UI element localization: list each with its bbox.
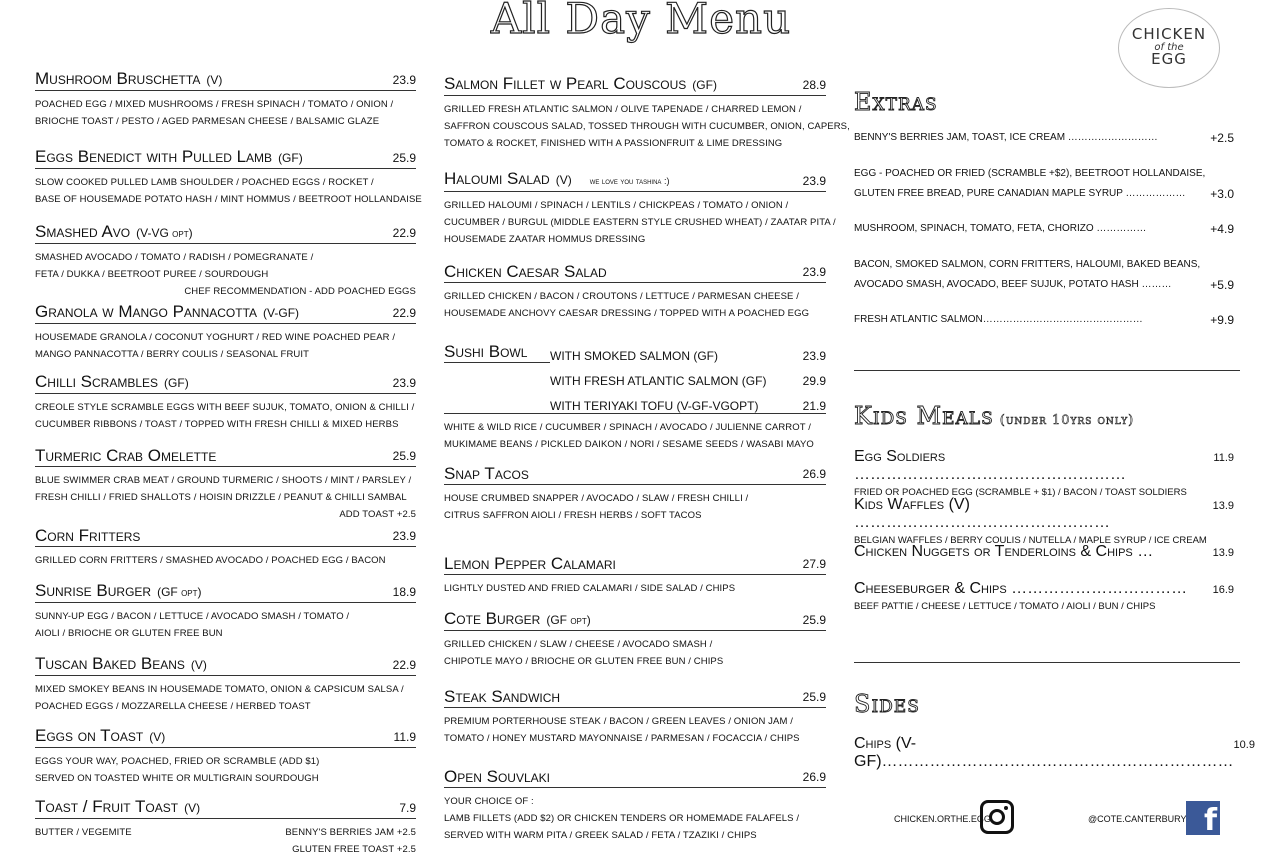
item-description xyxy=(444,490,826,524)
dietary-tag: (V-GF) xyxy=(263,306,300,320)
item-name-text: Corn Fritters xyxy=(35,526,141,545)
item-title xyxy=(444,688,826,708)
addon-price: BENNY'S BERRIES JAM +2.5 xyxy=(285,827,416,838)
description-line: SERVED WITH WARM PITA / GREEK SALAD / FETA / TZAZIKI / CHIPS xyxy=(444,830,757,841)
item-name xyxy=(444,75,717,94)
item-name xyxy=(35,148,303,167)
item-title xyxy=(35,727,416,748)
item-price: 22.9 xyxy=(392,658,416,672)
item-description xyxy=(35,472,416,523)
item-price: 11.9 xyxy=(393,730,416,744)
item-name xyxy=(444,610,591,629)
extra-text: MUSHROOM, SPINACH, TOMATO, FETA, CHORIZO …………… xyxy=(854,223,1147,234)
item-name-text: Steak Sandwich xyxy=(444,687,561,706)
extras-heading: Extras xyxy=(854,88,938,116)
item-addon-note: ADD TOAST +2.5 xyxy=(339,509,416,520)
kids-item-title xyxy=(854,448,1234,484)
description-line: PREMIUM PORTERHOUSE STEAK / BACON / GREEN LEAVES / ONION JAM / xyxy=(444,716,793,727)
kids-item-name: Cheeseburger & Chips …………………………… xyxy=(854,580,1188,597)
item-name xyxy=(444,170,669,190)
item-description xyxy=(35,753,416,787)
description-line: TOMATO / HONEY MUSTARD MAYONNAISE / PARMESAN / FOCACCIA / CHIPS xyxy=(444,733,800,744)
dietary-tag: (V) xyxy=(555,173,572,187)
dietary-tag: (GF opt) xyxy=(157,585,202,599)
item-price: 22.9 xyxy=(392,226,416,240)
sushi-option-price: 23.9 xyxy=(802,349,826,363)
dietary-tag: (GF) xyxy=(278,151,303,165)
item-name-text: Haloumi Salad xyxy=(444,169,550,188)
item-title xyxy=(444,170,826,192)
item-price: 25.9 xyxy=(802,613,826,627)
item-price: 28.9 xyxy=(802,78,826,92)
description-line: SAFFRON COUSCOUS SALAD, TOSSED THROUGH WITH CUCUMBER, ONION, CAPERS, xyxy=(444,121,850,132)
extra-price: +9.9 xyxy=(1210,313,1234,327)
extra-line xyxy=(854,275,1234,295)
item-name xyxy=(444,465,529,483)
description-line: AIOLI / BRIOCHE OR GLUTEN FREE BUN xyxy=(35,628,223,639)
item-description xyxy=(444,793,826,844)
sushi-option xyxy=(444,338,826,363)
description-line: CUCUMBER / BURGUL (MIDDLE EASTERN STYLE CRUSHED WHEAT) / ZAATAR PITA / xyxy=(444,217,836,228)
kids-item xyxy=(854,543,1234,561)
item-description xyxy=(35,174,422,208)
instagram-handle: CHICKEN.ORTHE.EGG xyxy=(894,814,991,824)
item-title xyxy=(35,70,416,91)
extra-line: BACON, SMOKED SALMON, CORN FRITTERS, HALOUMI, BAKED BEANS, xyxy=(854,259,1201,270)
menu-item xyxy=(35,373,416,433)
item-name-text: Tuscan Baked Beans xyxy=(35,654,185,673)
sides-item: Chips (V-GF)………………………………………………………… 10.9 xyxy=(854,735,1255,770)
sushi-option xyxy=(444,363,826,388)
menu-item xyxy=(444,688,826,747)
description-line: CREOLE STYLE SCRAMBLE EGGS WITH BEEF SUJUK, TOMATO, ONION & CHILLI / xyxy=(35,402,415,413)
extra-text: AVOCADO SMASH, AVOCADO, BEEF SUJUK, POTATO HASH ……… xyxy=(854,279,1172,290)
extra-price: +4.9 xyxy=(1210,222,1234,236)
item-title xyxy=(444,263,826,283)
item-title xyxy=(444,75,826,96)
item-name xyxy=(444,688,560,706)
item-name-text: Cote Burger xyxy=(444,609,541,628)
item-price: 22.9 xyxy=(392,306,416,320)
item-price: 26.9 xyxy=(802,467,826,481)
item-title xyxy=(35,447,416,467)
dietary-tag: (V-VG opt) xyxy=(136,226,193,240)
description-line: GRILLED CHICKEN / SLAW / CHEESE / AVOCADO SMASH / xyxy=(444,639,713,650)
extra-price: +5.9 xyxy=(1210,278,1234,292)
description-line: MIXED SMOKEY BEANS IN HOUSEMADE TOMATO, ONION & CAPSICUM SALSA / xyxy=(35,684,404,695)
extra-text: GLUTEN FREE BREAD, PURE CANADIAN MAPLE SYRUP ……………… xyxy=(854,188,1186,199)
item-name xyxy=(444,555,616,573)
kids-item xyxy=(854,448,1234,498)
item-name xyxy=(35,582,202,601)
menu-item xyxy=(35,798,416,858)
description-line: MUKIMAME BEANS / PICKLED DAIKON / NORI / SESAME SEEDS / WASABI MAYO xyxy=(444,439,814,450)
divider xyxy=(854,662,1240,663)
description-line: SLOW COOKED PULLED LAMB SHOULDER / POACHED EGGS / ROCKET / xyxy=(35,177,374,188)
item-price: 23.9 xyxy=(392,376,416,390)
item-price: 26.9 xyxy=(802,770,826,784)
menu-item xyxy=(35,655,416,715)
menu-item-sushi-bowl xyxy=(444,338,826,453)
kids-item-description: BELGIAN WAFFLES / BERRY COULIS / NUTELLA / MAPLE SYRUP / ICE CREAM xyxy=(854,535,1207,546)
dietary-tag: (V) xyxy=(206,73,223,87)
item-description xyxy=(35,96,416,130)
kids-item-description: FRIED OR POACHED EGG (SCRAMBLE + $1) / BACON / TOAST SOLDIERS xyxy=(854,487,1187,498)
description-line: EGGS YOUR WAY, POACHED, FRIED OR SCRAMBLE (ADD $1) xyxy=(35,756,320,767)
kids-item-description: BEEF PATTIE / CHEESE / LETTUCE / TOMATO / AIOLI / BUN / CHIPS xyxy=(854,601,1156,612)
item-name-text: Salmon Fillet w Pearl Couscous xyxy=(444,74,687,93)
item-name-text: Chilli Scrambles xyxy=(35,372,159,391)
description-line: LAMB FILLETS (ADD $2) OR CHICKEN TENDERS OR HOMEMADE FALAFELS / xyxy=(444,813,800,824)
kids-item xyxy=(854,496,1234,546)
description-line xyxy=(35,824,416,841)
item-name-text: Snap Tacos xyxy=(444,464,529,483)
item-note: we love you tashina :) xyxy=(589,176,670,186)
menu-item xyxy=(444,610,826,670)
item-name xyxy=(35,527,140,545)
extra-item xyxy=(854,128,1234,148)
menu-item xyxy=(35,223,416,300)
dietary-tag: (V) xyxy=(149,730,166,744)
extra-line: EGG - POACHED OR FRIED (SCRAMBLE +$2), BEETROOT HOLLANDAISE, xyxy=(854,168,1206,179)
description-line: TOMATO & ROCKET, FINISHED WITH A PASSIONFRUIT & LIME DRESSING xyxy=(444,138,783,149)
item-name xyxy=(444,768,550,786)
kids-item-name: Egg Soldiers …………………………………………… xyxy=(854,448,1126,483)
dietary-tag: (GF) xyxy=(164,376,189,390)
item-name xyxy=(35,655,207,674)
item-name xyxy=(35,70,222,89)
item-name-text: Sunrise Burger xyxy=(35,581,152,600)
item-price: 25.9 xyxy=(802,690,826,704)
item-name-text: Sushi Bowl xyxy=(444,342,550,363)
item-price: 7.9 xyxy=(399,801,416,815)
extra-text: BENNY'S BERRIES JAM, TOAST, ICE CREAM ……………………… xyxy=(854,132,1158,143)
item-price: 23.9 xyxy=(392,73,416,87)
description-line: YOUR CHOICE OF : xyxy=(444,796,534,807)
item-title xyxy=(35,373,416,394)
description-line: BASE OF HOUSEMADE POTATO HASH / MINT HOMMUS / BEETROOT HOLLANDAISE xyxy=(35,194,422,205)
item-name xyxy=(35,798,200,817)
extra-item xyxy=(854,164,1234,204)
description-line: HOUSEMADE ANCHOVY CAESAR DRESSING / TOPPED WITH A POACHED EGG xyxy=(444,308,810,319)
item-price: 18.9 xyxy=(392,585,416,599)
description-line: SUNNY-UP EGG / BACON / LETTUCE / AVOCADO SMASH / TOMATO / xyxy=(35,611,350,622)
dietary-tag: (GF) xyxy=(692,78,717,92)
menu-item xyxy=(35,582,416,642)
extra-item xyxy=(854,255,1234,295)
item-title xyxy=(35,798,416,819)
extra-price: +3.0 xyxy=(1210,187,1234,201)
item-name-text: Toast / Fruit Toast xyxy=(35,797,179,816)
menu-item xyxy=(444,768,826,844)
item-name-text: Mushroom Bruschetta xyxy=(35,69,201,88)
description-line: FETA / DUKKA / BEETROOT PUREE / SOURDOUGH xyxy=(35,269,269,280)
description-line: HOUSE CRUMBED SNAPPER / AVOCADO / SLAW / FRESH CHILLI / xyxy=(444,493,749,504)
item-description xyxy=(444,580,826,597)
brand-logo: CHICKEN of the EGG xyxy=(1118,8,1220,88)
description-line: CITRUS SAFFRON AIOLI / FRESH HERBS / SOFT TACOS xyxy=(444,510,702,521)
extra-line xyxy=(854,128,1234,148)
kids-item xyxy=(854,580,1234,612)
kids-heading: Kids Meals (under 10yrs only) xyxy=(854,402,1135,430)
description-line: FRESH CHILLI / FRIED SHALLOTS / HOISIN DRIZZLE / PEANUT & CHILLI SAMBAL xyxy=(35,492,407,503)
item-title xyxy=(444,610,826,631)
description-line: GRILLED CHICKEN / BACON / CROUTONS / LETTUCE / PARMESAN CHEESE / xyxy=(444,291,799,302)
item-title xyxy=(444,465,826,485)
item-description xyxy=(444,713,826,747)
description-line: HOUSEMADE ZAATAR HOMMUS DRESSING xyxy=(444,234,646,245)
kids-item-price: 11.9 xyxy=(1213,452,1234,464)
item-description xyxy=(35,329,416,363)
item-price: 25.9 xyxy=(392,449,416,463)
item-addon-note: CHEF RECOMMENDATION - ADD POACHED EGGS xyxy=(184,286,416,297)
item-price: 23.9 xyxy=(802,265,826,279)
kids-item-name: Chicken Nuggets or Tenderloins & Chips … xyxy=(854,543,1154,560)
extra-text: FRESH ATLANTIC SALMON………………………………………… xyxy=(854,314,1143,325)
menu-item xyxy=(35,147,422,208)
sushi-option-price: 29.9 xyxy=(802,374,826,388)
menu-item xyxy=(444,169,836,248)
menu-item xyxy=(35,727,416,787)
description-line: CHIPOTLE MAYO / BRIOCHE OR GLUTEN FREE BUN / CHIPS xyxy=(444,656,724,667)
dietary-tag: (V) xyxy=(184,801,201,815)
extra-item xyxy=(854,219,1234,239)
item-name-text: Granola w Mango Pannacotta xyxy=(35,302,258,321)
kids-item-price: 13.9 xyxy=(1212,500,1234,512)
item-description xyxy=(35,249,416,300)
item-title xyxy=(35,303,416,324)
extra-line xyxy=(854,310,1234,330)
description-line: BLUE SWIMMER CRAB MEAT / GROUND TURMERIC / SHOOTS / MINT / PARSLEY / xyxy=(35,475,412,486)
item-description xyxy=(35,608,416,642)
item-title xyxy=(35,582,416,603)
item-name xyxy=(444,263,607,281)
item-name-text: Turmeric Crab Omelette xyxy=(35,446,217,465)
item-name-text: Eggs on Toast xyxy=(35,726,144,745)
item-title xyxy=(35,223,416,244)
description-line: LIGHTLY DUSTED AND FRIED CALAMARI / SIDE SALAD / CHIPS xyxy=(444,583,736,594)
description-line: GRILLED FRESH ATLANTIC SALMON / OLIVE TAPENADE / CHARRED LEMON / xyxy=(444,104,802,115)
item-name-text: Smashed Avo xyxy=(35,222,131,241)
dietary-tag: (GF opt) xyxy=(546,613,591,627)
facebook-icon[interactable]: f xyxy=(1186,801,1220,835)
extra-line xyxy=(854,219,1234,239)
description-line: CUCUMBER RIBBONS / TOAST / TOPPED WITH FRESH CHILLI & MIXED HERBS xyxy=(35,419,399,430)
divider xyxy=(854,370,1240,371)
description-line: BRIOCHE TOAST / PESTO / AGED PARMESAN CHEESE / BALSAMIC GLAZE xyxy=(35,116,380,127)
menu-item xyxy=(35,70,416,130)
description-line: POACHED EGGS / MOZZARELLA CHEESE / HERBED TOAST xyxy=(35,701,311,712)
dietary-tag: (V) xyxy=(190,658,207,672)
item-name xyxy=(35,373,189,392)
item-title xyxy=(35,655,416,676)
item-title xyxy=(35,148,416,169)
item-description xyxy=(35,824,416,858)
menu-item xyxy=(444,465,826,524)
menu-item xyxy=(444,74,850,152)
item-title xyxy=(35,527,416,547)
kids-item-name: Kids Waffles (V) ………………………………………… xyxy=(854,496,1110,531)
extra-item xyxy=(854,310,1234,330)
description-text: BUTTER / VEGEMITE xyxy=(35,827,132,838)
description-line: MANGO PANNACOTTA / BERRY COULIS / SEASONAL FRUIT xyxy=(35,349,310,360)
kids-item-price: 13.9 xyxy=(1212,547,1234,559)
item-description xyxy=(35,399,416,433)
item-price: 23.9 xyxy=(802,174,826,188)
item-name xyxy=(35,303,299,322)
sides-heading: Sides xyxy=(854,690,920,718)
sushi-option-price: 21.9 xyxy=(802,399,826,413)
item-description xyxy=(444,101,850,152)
sushi-option-label: WITH SMOKED SALMON (GF) xyxy=(550,349,718,363)
instagram-icon[interactable] xyxy=(980,800,1014,834)
kids-item-title xyxy=(854,496,1234,532)
item-title xyxy=(444,768,826,788)
kids-item-title xyxy=(854,580,1234,598)
description-line: SMASHED AVOCADO / TOMATO / RADISH / POMEGRANATE / xyxy=(35,252,314,263)
kids-item-title xyxy=(854,543,1234,561)
sushi-option-label: WITH FRESH ATLANTIC SALMON (GF) xyxy=(550,374,767,388)
item-description xyxy=(444,419,826,453)
description-line: GRILLED CORN FRITTERS / SMASHED AVOCADO / POACHED EGG / BACON xyxy=(35,555,386,566)
item-description xyxy=(444,288,826,322)
item-name-text: Lemon Pepper Calamari xyxy=(444,554,616,573)
addon-price: GLUTEN FREE TOAST +2.5 xyxy=(292,844,416,855)
extra-line xyxy=(854,184,1234,204)
item-description xyxy=(35,681,416,715)
item-name xyxy=(35,727,165,746)
facebook-handle: @COTE.CANTERBURY xyxy=(1088,814,1187,824)
item-name-text: Open Souvlaki xyxy=(444,767,550,786)
item-description xyxy=(35,552,416,569)
description-line: HOUSEMADE GRANOLA / COCONUT YOGHURT / RED WINE POACHED PEAR / xyxy=(35,332,396,343)
item-name xyxy=(35,223,193,242)
description-line: POACHED EGG / MIXED MUSHROOMS / FRESH SPINACH / TOMATO / ONION / xyxy=(35,99,394,110)
description-line: WHITE & WILD RICE / CUCUMBER / SPINACH / AVOCADO / JULIENNE CARROT / xyxy=(444,422,811,433)
sushi-option xyxy=(444,388,826,414)
item-title xyxy=(444,555,826,575)
item-price: 27.9 xyxy=(802,557,826,571)
menu-item xyxy=(444,555,826,597)
menu-title: All Day Menu xyxy=(490,0,792,43)
item-name-text: Chicken Caesar Salad xyxy=(444,262,607,281)
item-description xyxy=(444,197,836,248)
extra-price: +2.5 xyxy=(1210,131,1234,145)
menu-item xyxy=(35,527,416,569)
item-name-text: Eggs Benedict with Pulled Lamb xyxy=(35,147,273,166)
item-name xyxy=(35,447,216,465)
item-price: 25.9 xyxy=(392,151,416,165)
item-price: 23.9 xyxy=(392,529,416,543)
menu-item xyxy=(444,263,826,322)
item-description xyxy=(444,636,826,670)
menu-item xyxy=(35,303,416,363)
description-line: SERVED ON TOASTED WHITE OR MULTIGRAIN SOURDOUGH xyxy=(35,773,319,784)
menu-item xyxy=(35,447,416,523)
kids-item-price: 16.9 xyxy=(1212,584,1234,596)
description-line: GRILLED HALOUMI / SPINACH / LENTILS / CHICKPEAS / TOMATO / ONION / xyxy=(444,200,789,211)
sushi-option-label: WITH TERIYAKI TOFU (V-GF-VGOPT) xyxy=(550,399,759,413)
